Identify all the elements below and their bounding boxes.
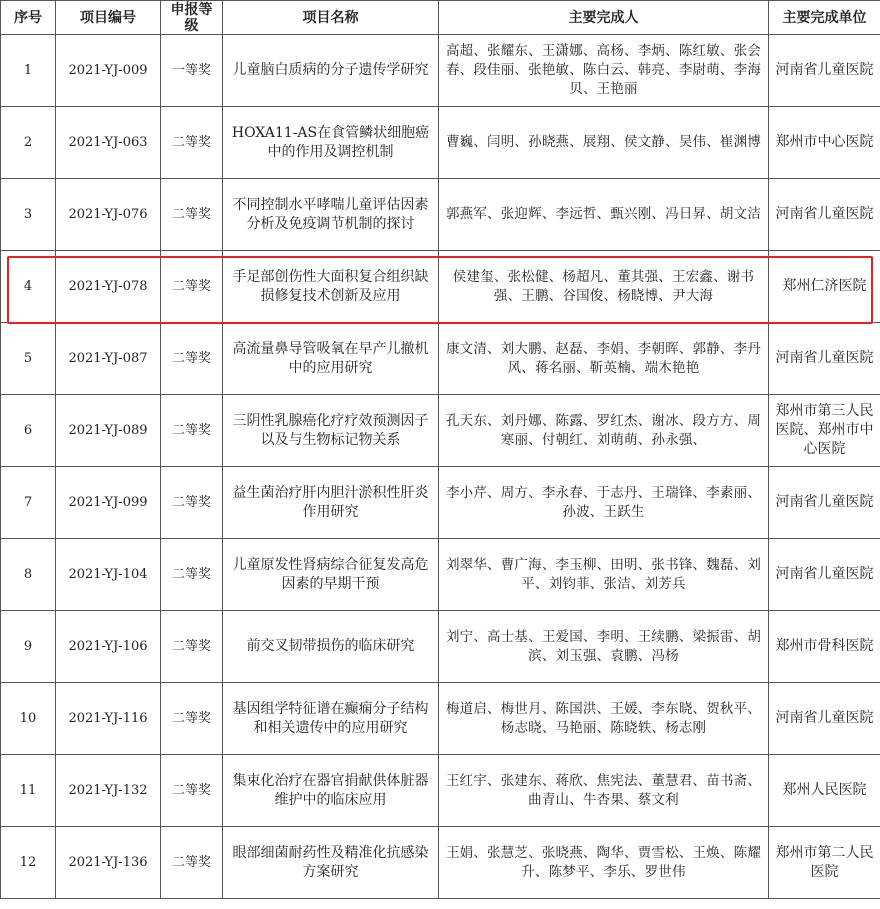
cell-people: 李小芹、周方、李永春、于志丹、王瑞锋、李素丽、孙波、王跃生 (439, 467, 769, 539)
cell-no: 1 (1, 35, 56, 107)
header-level: 申报等级 (161, 1, 223, 35)
cell-code: 2021-YJ-136 (56, 827, 161, 899)
cell-people: 康文清、刘大鹏、赵磊、李娟、李朝晖、郭静、李丹风、蒋名丽、靳英楠、端木艳艳 (439, 323, 769, 395)
cell-project-name: 集束化治疗在器官捐献供体脏器维护中的临床应用 (223, 755, 439, 827)
table-header-row (1, 1, 880, 35)
table-row (1, 35, 880, 107)
cell-people: 梅道启、梅世月、陈国洪、王媛、李东晓、贺秋平、杨志晓、马艳丽、陈晓轶、杨志刚 (439, 683, 769, 755)
cell-code: 2021-YJ-132 (56, 755, 161, 827)
cell-level: 二等奖 (161, 395, 223, 467)
cell-code: 2021-YJ-076 (56, 179, 161, 251)
cell-unit: 郑州市骨科医院 (769, 611, 880, 683)
cell-project-name: 高流量鼻导管吸氧在早产儿撤机中的应用研究 (223, 323, 439, 395)
cell-code: 2021-YJ-078 (56, 251, 161, 323)
cell-people: 曹巍、闫明、孙晓燕、展翔、侯文静、吴伟、崔渊博 (439, 107, 769, 179)
cell-people: 刘翠华、曹广海、李玉柳、田明、张书锋、魏磊、刘平、刘钧菲、张洁、刘芳兵 (439, 539, 769, 611)
table-row (1, 683, 880, 755)
cell-project-name: 基因组学特征谱在癫痫分子结构和相关遗传中的应用研究 (223, 683, 439, 755)
cell-unit: 河南省儿童医院 (769, 323, 880, 395)
cell-project-name: 手足部创伤性大面积复合组织缺损修复技术创新及应用 (223, 251, 439, 323)
cell-code: 2021-YJ-087 (56, 323, 161, 395)
cell-unit: 河南省儿童医院 (769, 179, 880, 251)
cell-unit: 河南省儿童医院 (769, 539, 880, 611)
cell-code: 2021-YJ-104 (56, 539, 161, 611)
cell-project-name: 儿童脑白质病的分子遗传学研究 (223, 35, 439, 107)
cell-level: 二等奖 (161, 611, 223, 683)
cell-level: 一等奖 (161, 35, 223, 107)
header-people: 主要完成人 (439, 1, 769, 35)
cell-level: 二等奖 (161, 755, 223, 827)
cell-unit: 河南省儿童医院 (769, 683, 880, 755)
table-row-highlighted (1, 251, 880, 323)
cell-code: 2021-YJ-099 (56, 467, 161, 539)
cell-project-name: 益生菌治疗肝内胆汁淤积性肝炎作用研究 (223, 467, 439, 539)
cell-people: 孔天东、刘丹娜、陈露、罗红杰、谢冰、段方方、周寒丽、付朝红、刘萌萌、孙永强、 (439, 395, 769, 467)
table-row (1, 323, 880, 395)
table-row (1, 179, 880, 251)
cell-project-name: 眼部细菌耐药性及精准化抗感染方案研究 (223, 827, 439, 899)
cell-project-name: 前交叉韧带损伤的临床研究 (223, 611, 439, 683)
cell-unit: 郑州仁济医院 (769, 251, 880, 323)
cell-level: 二等奖 (161, 467, 223, 539)
cell-level: 二等奖 (161, 179, 223, 251)
cell-no: 10 (1, 683, 56, 755)
table-row (1, 611, 880, 683)
cell-no: 3 (1, 179, 56, 251)
cell-code: 2021-YJ-106 (56, 611, 161, 683)
cell-level: 二等奖 (161, 827, 223, 899)
cell-code: 2021-YJ-063 (56, 107, 161, 179)
header-no: 序号 (1, 1, 56, 35)
cell-people: 高超、张耀东、王潇娜、高杨、李炳、陈红敏、张会春、段佳丽、张艳敏、陈白云、韩亮、李尉萌、李海贝、王艳丽 (439, 35, 769, 107)
cell-people: 侯建玺、张松健、杨超凡、董其强、王宏鑫、谢书强、王鹏、谷国俊、杨晓博、尹大海 (439, 251, 769, 323)
cell-no: 5 (1, 323, 56, 395)
cell-level: 二等奖 (161, 251, 223, 323)
table-row (1, 755, 880, 827)
table-row (1, 107, 880, 179)
cell-unit: 郑州市中心医院 (769, 107, 880, 179)
cell-no: 2 (1, 107, 56, 179)
cell-unit: 河南省儿童医院 (769, 467, 880, 539)
table-row (1, 467, 880, 539)
cell-code: 2021-YJ-009 (56, 35, 161, 107)
table-row (1, 539, 880, 611)
table-row (1, 395, 880, 467)
cell-level: 二等奖 (161, 107, 223, 179)
cell-no: 8 (1, 539, 56, 611)
cell-level: 二等奖 (161, 323, 223, 395)
cell-people: 郭燕军、张迎辉、李远哲、甄兴刚、冯日昇、胡文洁 (439, 179, 769, 251)
cell-no: 12 (1, 827, 56, 899)
cell-project-name: 不同控制水平哮喘儿童评估因素分析及免疫调节机制的探讨 (223, 179, 439, 251)
header-name: 项目名称 (223, 1, 439, 35)
cell-level: 二等奖 (161, 683, 223, 755)
header-unit: 主要完成单位 (769, 1, 880, 35)
cell-code: 2021-YJ-089 (56, 395, 161, 467)
cell-people: 王娟、张慧芝、张晓燕、陶华、贾雪松、王焕、陈耀升、陈梦平、李乐、罗世伟 (439, 827, 769, 899)
cell-unit: 郑州人民医院 (769, 755, 880, 827)
cell-no: 11 (1, 755, 56, 827)
cell-project-name: HOXA11-AS在食管鳞状细胞癌中的作用及调控机制 (223, 107, 439, 179)
cell-no: 4 (1, 251, 56, 323)
cell-code: 2021-YJ-116 (56, 683, 161, 755)
cell-no: 7 (1, 467, 56, 539)
cell-no: 9 (1, 611, 56, 683)
cell-project-name: 三阴性乳腺癌化疗疗效预测因子以及与生物标记物关系 (223, 395, 439, 467)
cell-no: 6 (1, 395, 56, 467)
header-code: 项目编号 (56, 1, 161, 35)
cell-project-name: 儿童原发性肾病综合征复发高危因素的早期干预 (223, 539, 439, 611)
cell-unit: 郑州市第三人民医院、郑州市中心医院 (769, 395, 880, 467)
cell-people: 王红宇、张建东、蒋欣、焦宪法、董慧君、苗书斋、曲青山、牛杏果、蔡文利 (439, 755, 769, 827)
cell-unit: 河南省儿童医院 (769, 35, 880, 107)
cell-unit: 郑州市第二人民医院 (769, 827, 880, 899)
cell-people: 刘宁、高士基、王爱国、李明、王续鹏、梁振雷、胡滨、刘玉强、袁鹏、冯杨 (439, 611, 769, 683)
cell-level: 二等奖 (161, 539, 223, 611)
table-row (1, 827, 880, 899)
